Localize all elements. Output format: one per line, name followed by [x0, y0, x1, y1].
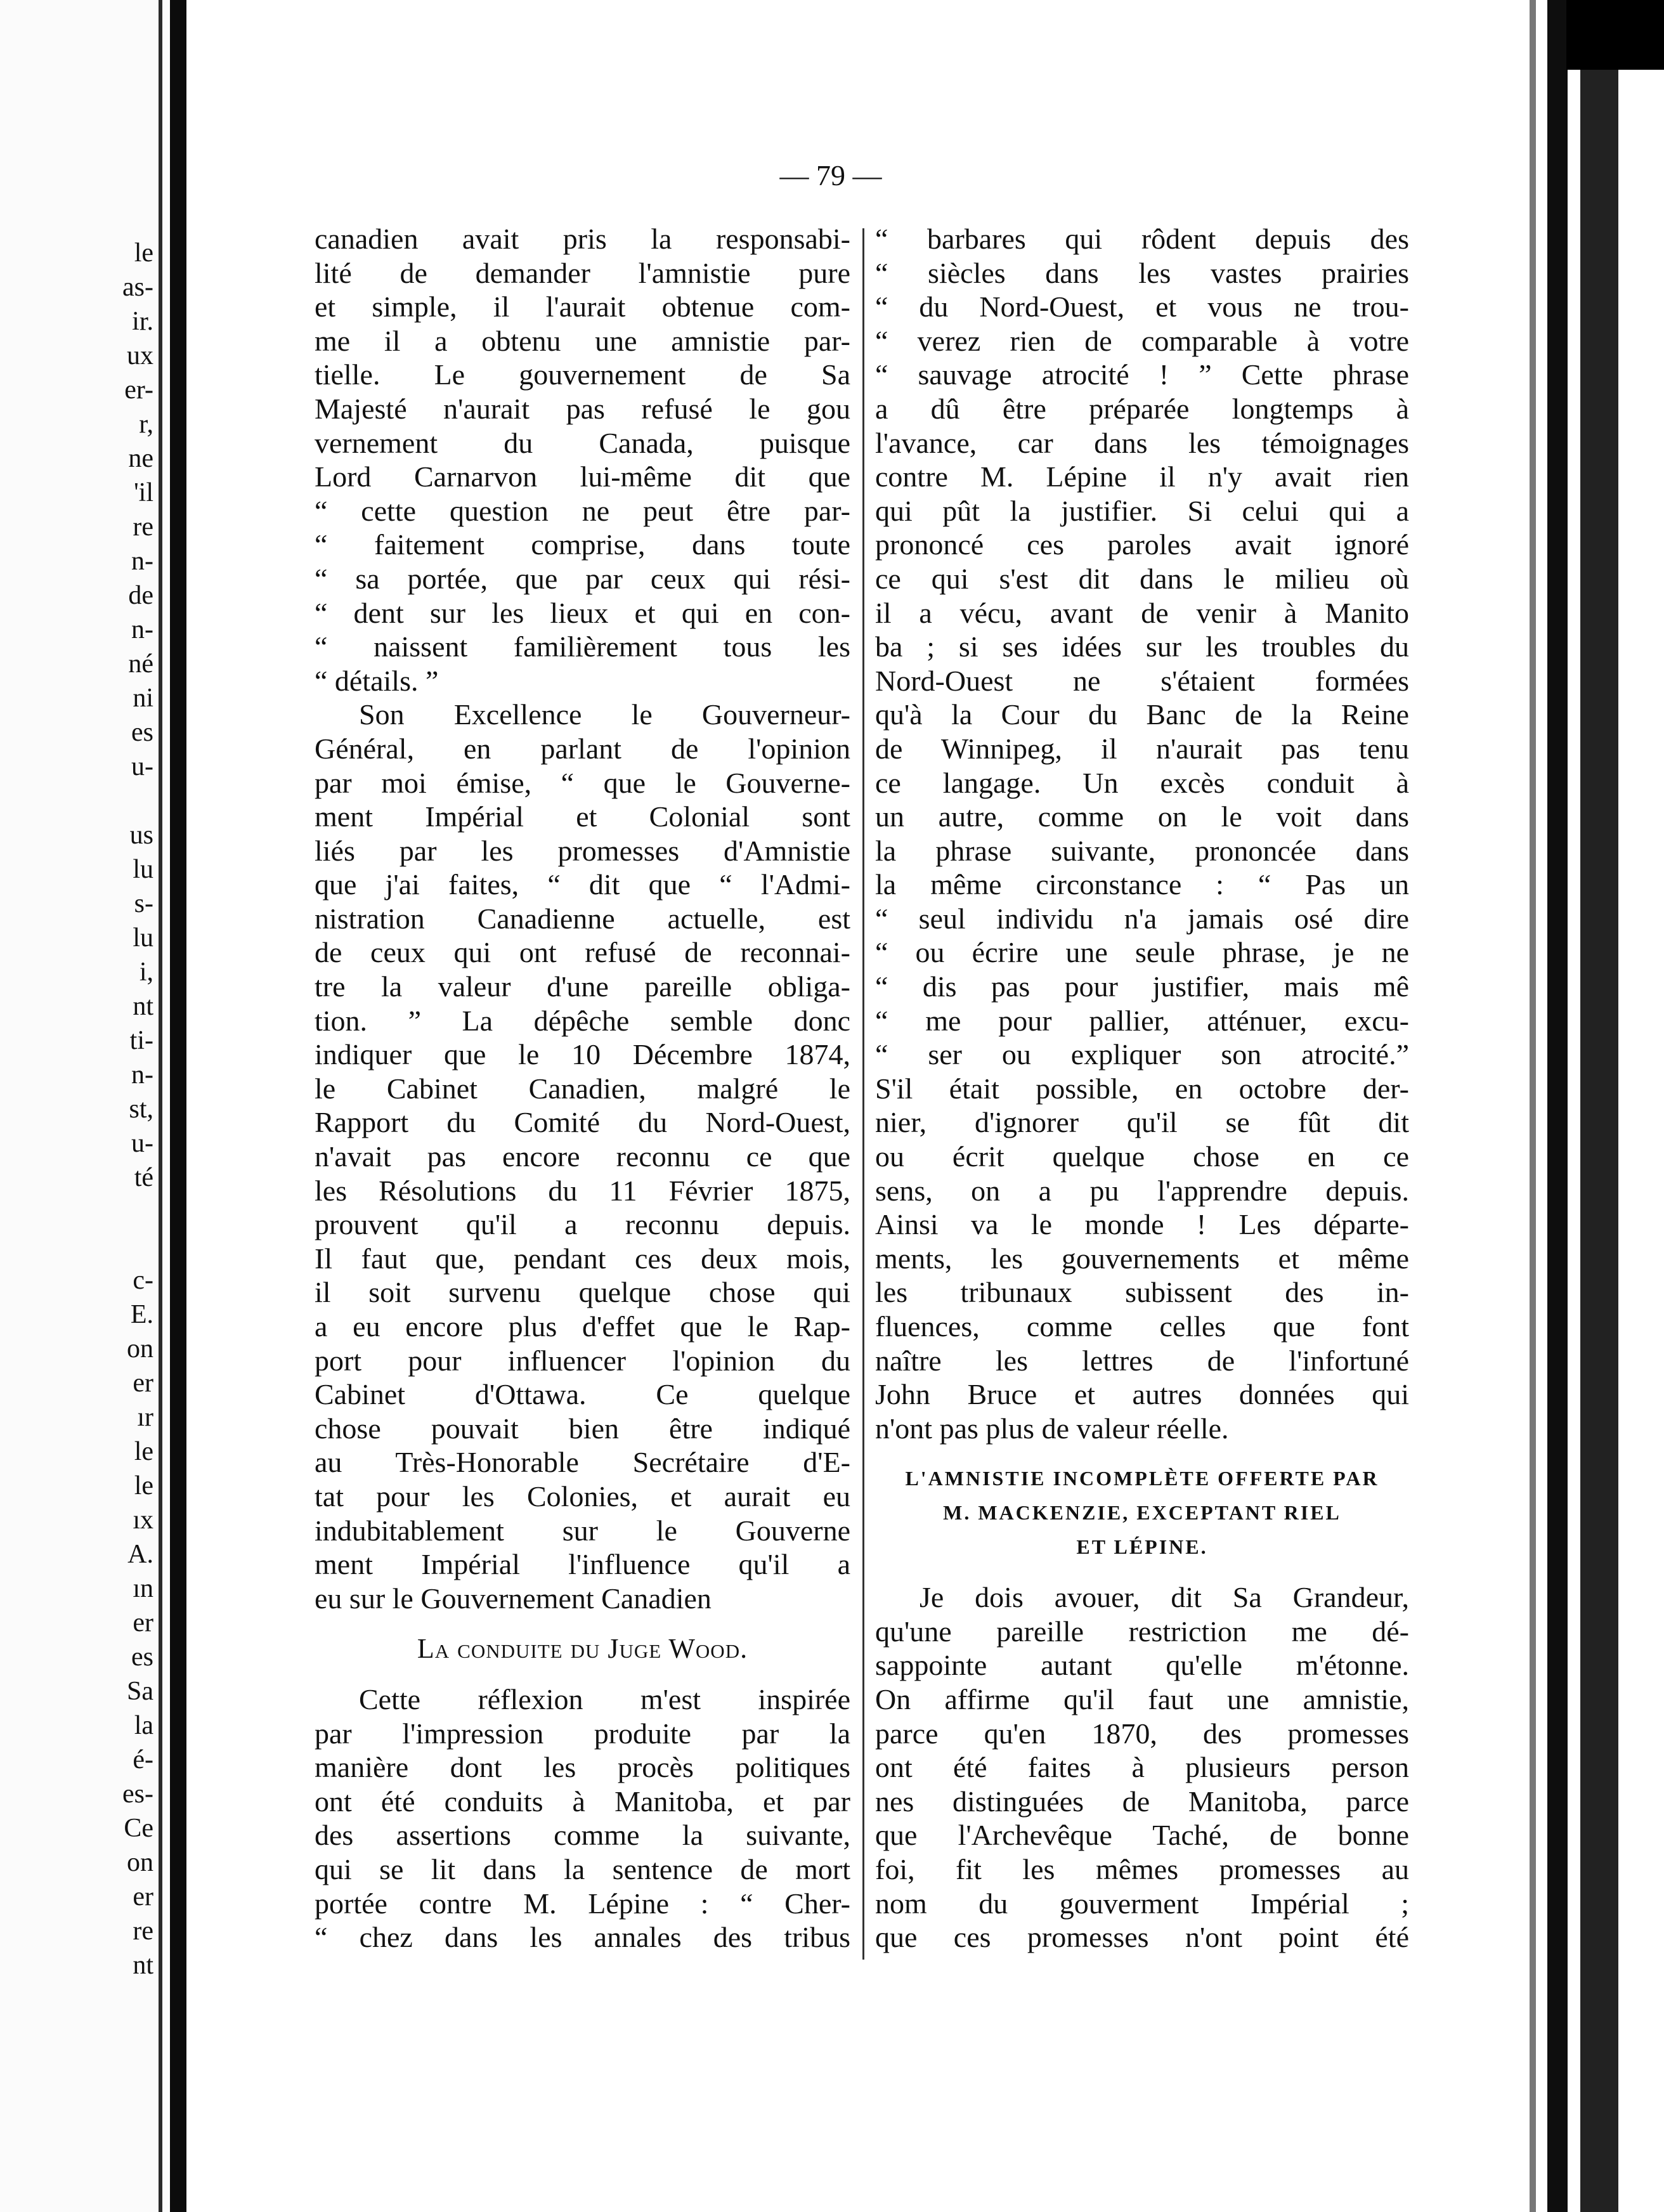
facing-page-fragment: es- — [122, 1779, 153, 1809]
text-line: au Très-Honorable Secrétaire d'E- — [315, 1446, 850, 1479]
text-line: “ dis pas pour justifier, mais mê — [875, 970, 1409, 1003]
right-cover-edge — [1580, 0, 1618, 2212]
facing-page-fragment: ux — [127, 341, 153, 370]
text-line: Majesté n'aurait pas refusé le gou — [315, 392, 850, 425]
text-line: vernement du Canada, puisque — [315, 426, 850, 459]
text-line: me il a obtenu une amnistie par- — [315, 324, 850, 357]
text-line: Ainsi va le monde ! Les départe- — [875, 1208, 1409, 1241]
text-line: qui pût la justifier. Si celui qui a — [875, 494, 1409, 527]
text-line: ce langage. Un excès conduit à — [875, 766, 1409, 799]
section-heading: La conduite du Juge Wood. — [417, 1633, 748, 1665]
facing-page-fragment: ın — [133, 1574, 153, 1603]
text-line: il a vécu, avant de venir à Manito — [875, 596, 1409, 629]
facing-page-fragment: 'il — [134, 478, 153, 507]
text-line: tat pour les Colonies, et aurait eu — [315, 1480, 850, 1513]
facing-page-fragment: re — [133, 512, 153, 542]
text-line: les Résolutions du 11 Février 1875, — [315, 1174, 850, 1207]
text-line: ments, les gouvernements et même — [875, 1242, 1409, 1275]
text-line: Je dois avouer, dit Sa Grandeur, — [920, 1581, 1409, 1614]
right-text-column — [875, 222, 1409, 1955]
column-divider — [862, 228, 864, 1960]
text-line: que l'Archevêque Taché, de bonne — [875, 1819, 1409, 1852]
text-line: n'ont pas plus de valeur réelle. — [875, 1412, 1229, 1445]
text-line: ont été faites à plusieurs person — [875, 1751, 1409, 1784]
facing-page-fragment: r, — [139, 410, 153, 439]
facing-page-fragment: c- — [133, 1266, 153, 1295]
facing-page-fragment — [0, 784, 159, 818]
text-line: le Cabinet Canadien, malgré le — [315, 1072, 850, 1105]
page-edge-shadow — [1530, 0, 1536, 2212]
text-line: qui se lit dans la sentence de mort — [315, 1852, 850, 1885]
left-text-column — [315, 222, 850, 1955]
facing-page-fragment: té — [134, 1163, 153, 1192]
text-line: nier, d'ignorer qu'il se fût dit — [875, 1106, 1409, 1139]
facing-page-fragment: A. — [127, 1540, 153, 1569]
text-line: et simple, il l'aurait obtenue com- — [315, 290, 850, 323]
text-line: On affirme qu'il faut une amnistie, — [875, 1682, 1409, 1715]
text-line: “ ou écrire une seule phrase, je ne — [875, 936, 1409, 969]
facing-page-fragment: u- — [131, 752, 153, 781]
text-line: “ verez rien de comparable à votre — [875, 324, 1409, 357]
facing-page-fragment: Sa — [127, 1677, 153, 1706]
text-line: tre la valeur d'une pareille obliga- — [315, 970, 850, 1003]
text-line: nom du gouverment Impérial ; — [875, 1887, 1409, 1920]
text-line: ba ; si ses idées sur les troubles du — [875, 630, 1409, 663]
text-line: un autre, comme on le voit dans — [875, 800, 1409, 833]
text-line: “ dent sur les lieux et qui en con- — [315, 596, 850, 629]
facing-page-fragment: ne — [128, 444, 153, 473]
text-line: ment Impérial l'influence qu'il a — [315, 1548, 850, 1581]
spacer — [875, 1445, 1409, 1462]
facing-page-fragment: er — [133, 1369, 153, 1398]
facing-page-fragment: le — [134, 238, 153, 268]
text-line: sappointe autant qu'elle m'étonne. — [875, 1649, 1409, 1682]
text-line: l'avance, car dans les témoignages — [875, 426, 1409, 459]
right-page-edge — [1547, 0, 1568, 2212]
facing-page-fragment: né — [128, 649, 153, 679]
text-line: ment Impérial et Colonial sont — [315, 800, 850, 833]
facing-page-fragment: on — [127, 1848, 153, 1877]
text-line: la même circonstance : “ Pas un — [875, 868, 1409, 901]
text-line: ont été conduits à Manitoba, et par — [315, 1785, 850, 1818]
facing-page-fragment: lu — [133, 923, 153, 953]
facing-page-text-fragments — [0, 236, 159, 1982]
text-line: ou écrit quelque chose en ce — [875, 1140, 1409, 1173]
facing-page-fragment: ni — [133, 684, 153, 713]
text-line: “ sa portée, que par ceux qui rési- — [315, 562, 850, 595]
facing-page-fragment: st, — [129, 1095, 153, 1124]
text-line: Cabinet d'Ottawa. Ce quelque — [315, 1378, 850, 1411]
section-heading: ET LÉPINE. — [1076, 1535, 1208, 1558]
facing-page-fragment: ır — [137, 1403, 153, 1432]
text-line: nes distinguées de Manitoba, parce — [875, 1785, 1409, 1818]
text-line: Lord Carnarvon lui-même dit que — [315, 460, 850, 493]
text-line: eu sur le Gouvernement Canadien — [315, 1582, 712, 1615]
text-line: “ du Nord-Ouest, et vous ne trou- — [875, 290, 1409, 323]
text-line: “ faitement comprise, dans toute — [315, 528, 850, 561]
facing-page-fragment: Ce — [124, 1814, 153, 1843]
scan-corner — [1566, 0, 1664, 70]
facing-page-fragment: u- — [131, 1129, 153, 1158]
text-line: a dû être préparée longtemps à — [875, 392, 1409, 425]
text-line: de ceux qui ont refusé de reconnai- — [315, 936, 850, 969]
facing-page-fragment: es — [131, 1643, 153, 1672]
text-line: par moi émise, “ que le Gouverne- — [315, 766, 850, 799]
facing-page-fragment: nt — [133, 1951, 153, 1980]
facing-page-fragment: us — [129, 821, 153, 850]
text-line: prouvent qu'il a reconnu depuis. — [315, 1208, 850, 1241]
facing-page-fragment: nt — [133, 992, 153, 1021]
text-line: Son Excellence le Gouverneur- — [359, 698, 850, 731]
text-line: des assertions comme la suivante, — [315, 1819, 850, 1852]
facing-page-fragment: lu — [133, 855, 153, 884]
text-line: lité de demander l'amnistie pure — [315, 256, 850, 289]
facing-page-fragment: ıx — [133, 1506, 153, 1535]
text-line: nistration Canadienne actuelle, est — [315, 902, 850, 935]
facing-page-fragment: la — [134, 1711, 153, 1740]
facing-page-fragment: E. — [130, 1300, 153, 1329]
page-number: — 79 — — [779, 159, 882, 192]
facing-page-fragment: er — [133, 1882, 153, 1911]
text-line: tielle. Le gouvernement de Sa — [315, 358, 850, 391]
text-line: qu'une pareille restriction me dé- — [875, 1615, 1409, 1648]
text-line: S'il était possible, en octobre der- — [875, 1072, 1409, 1105]
text-line: Nord-Ouest ne s'étaient formées — [875, 664, 1409, 697]
facing-page-fragment: s- — [134, 889, 153, 918]
text-line: “ détails. ” — [315, 664, 439, 697]
text-line: chose pouvait bien être indiqué — [315, 1412, 850, 1445]
text-line: tion. ” La dépêche semble donc — [315, 1004, 850, 1037]
book-gutter — [170, 0, 186, 2212]
facing-page-fragment: é- — [133, 1745, 153, 1774]
text-line: “ naissent familièrement tous les — [315, 630, 850, 663]
text-line: John Bruce et autres données qui — [875, 1378, 1409, 1411]
spacer — [875, 1564, 1409, 1580]
text-line: la phrase suivante, prononcée dans — [875, 834, 1409, 867]
text-line: n'avait pas encore reconnu ce que — [315, 1140, 850, 1173]
facing-page-fragment: er- — [124, 375, 153, 405]
facing-page-fragment: ir. — [132, 307, 153, 336]
text-line: “ sauvage atrocité ! ” Cette phrase — [875, 358, 1409, 391]
facing-page-fragment: as- — [122, 273, 153, 302]
spacer — [315, 1615, 850, 1632]
text-line: port pour influencer l'opinion du — [315, 1344, 850, 1377]
text-line: sens, on a pu l'apprendre depuis. — [875, 1174, 1409, 1207]
text-line: contre M. Lépine il n'y avait rien — [875, 460, 1409, 493]
facing-page-fragment: on — [127, 1334, 153, 1363]
section-heading: M. MACKENZIE, EXCEPTANT RIEL — [943, 1500, 1341, 1524]
text-line: Il faut que, pendant ces deux mois, — [315, 1242, 850, 1275]
text-line: Général, en parlant de l'opinion — [315, 732, 850, 765]
text-line: indiquer que le 10 Décembre 1874, — [315, 1038, 850, 1071]
spacer — [315, 1666, 850, 1682]
text-line: portée contre M. Lépine : “ Cher- — [315, 1887, 850, 1920]
text-line: qu'à la Cour du Banc de la Reine — [875, 698, 1409, 731]
facing-page-fragment: le — [134, 1471, 153, 1500]
text-line: “ cette question ne peut être par- — [315, 494, 850, 527]
text-line: indubitablement sur le Gouverne — [315, 1514, 850, 1547]
facing-page-fragment: n- — [131, 1060, 153, 1090]
section-heading: L'AMNISTIE INCOMPLÈTE OFFERTE PAR — [905, 1467, 1379, 1490]
text-line: les tribunaux subissent des in- — [875, 1276, 1409, 1309]
text-line: parce qu'en 1870, des promesses — [875, 1717, 1409, 1750]
text-line: naître les lettres de l'infortuné — [875, 1344, 1409, 1377]
text-line: que ces promesses n'ont point été — [875, 1921, 1409, 1954]
facing-page-fragment: n- — [131, 547, 153, 576]
facing-page-fragment: n- — [131, 615, 153, 644]
book-gutter-shadow — [159, 0, 162, 2212]
text-line: de Winnipeg, il n'aurait pas tenu — [875, 732, 1409, 765]
facing-page-fragment: le — [134, 1437, 153, 1466]
text-line: prononcé ces paroles avait ignoré — [875, 528, 1409, 561]
facing-page-fragment: ti- — [129, 1026, 153, 1055]
facing-page-edge — [0, 0, 170, 2212]
facing-page-fragment: er — [133, 1608, 153, 1637]
text-line: Cette réflexion m'est inspirée — [359, 1682, 850, 1715]
text-line: foi, fit les mêmes promesses au — [875, 1852, 1409, 1885]
facing-page-fragment — [0, 1195, 159, 1229]
text-line: par l'impression produite par la — [315, 1717, 850, 1750]
text-line: “ siècles dans les vastes prairies — [875, 256, 1409, 289]
facing-page-fragment: re — [133, 1916, 153, 1946]
text-line: Rapport du Comité du Nord-Ouest, — [315, 1106, 850, 1139]
facing-page-fragment — [0, 1229, 159, 1263]
text-line: “ ser ou expliquer son atrocité.” — [875, 1038, 1409, 1071]
text-line: il soit survenu quelque chose qui — [315, 1276, 850, 1309]
text-line: canadien avait pris la responsabi- — [315, 223, 850, 255]
text-line: “ seul individu n'a jamais osé dire — [875, 902, 1409, 935]
text-line: ce qui s'est dit dans le milieu où — [875, 562, 1409, 595]
text-line: manière dont les procès politiques — [315, 1751, 850, 1784]
text-line: a eu encore plus d'effet que le Rap- — [315, 1310, 850, 1343]
text-line: fluences, comme celles que font — [875, 1310, 1409, 1343]
facing-page-fragment: es — [131, 718, 153, 747]
facing-page-fragment: i, — [139, 958, 153, 987]
text-line: “ me pour pallier, atténuer, excu- — [875, 1004, 1409, 1037]
text-line: liés par les promesses d'Amnistie — [315, 834, 850, 867]
facing-page-fragment: de — [128, 581, 153, 610]
text-line: que j'ai faites, “ dit que “ l'Admi- — [315, 868, 850, 901]
text-line: “ chez dans les annales des tribus — [315, 1921, 850, 1954]
text-line: “ barbares qui rôdent depuis des — [875, 223, 1409, 255]
